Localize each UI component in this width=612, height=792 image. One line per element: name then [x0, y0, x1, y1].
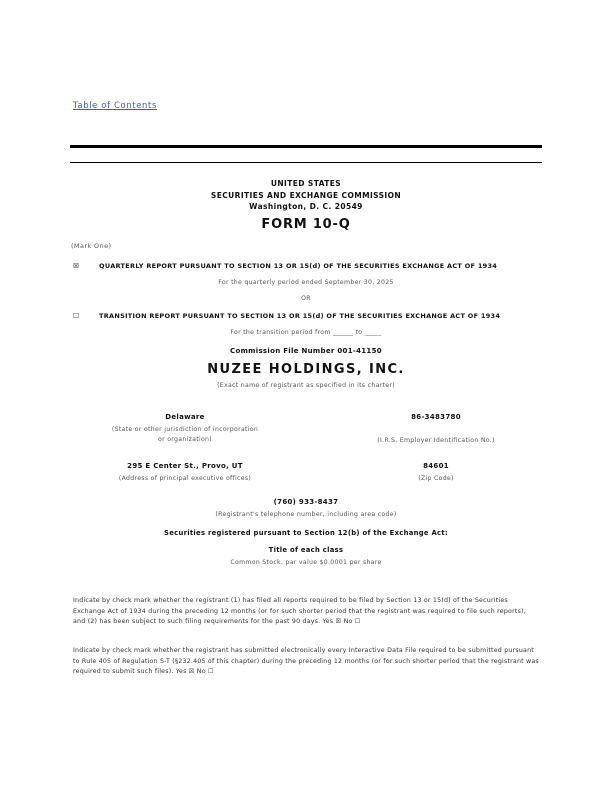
telephone-number: (760) 933-8437 — [273, 498, 339, 506]
registered-securities-heading: Securities registered pursuant to Section 12(b) of the Exchange Act: — [164, 529, 448, 537]
company-name: NUZEE HOLDINGS, INC. — [207, 362, 405, 377]
principal-office-address: 295 E Center St., Provo, UT — [127, 462, 243, 470]
or-separator: OR — [301, 295, 311, 302]
employer-id-caption: (I.R.S. Employer Identification No.) — [377, 437, 495, 444]
employer-id-number: 86-3483780 — [411, 413, 461, 421]
header-rule-thin — [70, 162, 542, 163]
address-caption: (Address of principal executive offices) — [118, 475, 252, 482]
mark-one-label: (Mark One) — [71, 242, 112, 250]
header-rule-thick — [70, 145, 542, 148]
state-caption — [70, 425, 300, 445]
filing-compliance-paragraph: Indicate by check mark whether the registrant (1) has filed all reports required to be filed by Section 13 or 15(d) of the Securities Exchange Act of 1934 during the preceding 12 months (or for such shorter period that the registrant was required to file such reports), and (2) has been subject to such filing requirements for the past 90 days. Yes ☒ No ☐ — [73, 597, 526, 626]
transition-report-text: TRANSITION REPORT PURSUANT TO SECTION 13 OR 15(d) OF THE SECURITIES EXCHANGE ACT OF 1934 — [99, 312, 501, 320]
telephone-caption: (Registrant's telephone number, including area code) — [215, 511, 397, 518]
quarterly-report-text: QUARTERLY REPORT PURSUANT TO SECTION 13 OR 15(d) OF THE SECURITIES EXCHANGE ACT OF 1934 — [99, 262, 498, 270]
class-description: Common Stock, par value $0.0001 per share — [230, 559, 382, 566]
agency-location: Washington, D. C. 20549 — [249, 202, 363, 211]
transition-period: For the transition period from ______ to _____ — [230, 329, 382, 336]
company-name-caption: (Exact name of registrant as specified in its charter) — [217, 382, 395, 389]
transition-report-row — [73, 312, 500, 320]
state-caption-line1: (State or other jurisdiction of incorporation — [111, 426, 259, 433]
transition-report-checkbox: ☐ — [73, 312, 80, 320]
table-of-contents-link[interactable]: Table of Contents — [73, 101, 158, 111]
quarterly-report-checkbox: ☒ — [73, 262, 80, 270]
agency-header — [70, 178, 542, 213]
zip-code: 84601 — [423, 462, 449, 470]
zip-code-caption: (Zip Code) — [418, 475, 454, 482]
state-caption-line2: or organization) — [158, 436, 212, 443]
class-title-label: Title of each class — [268, 546, 344, 554]
agency-name: SECURITIES AND EXCHANGE COMMISSION — [210, 190, 402, 200]
interactive-data-paragraph: Indicate by check mark whether the registrant has submitted electronically every Interactive Data File required to be submitted pursuant to Rule 405 of Regulation S-T (§232.405 of this chapter) during the preceding 12 months (or for such shorter period that the registrant was required to submit such files). Yes ☒ No ☐ — [73, 647, 539, 676]
form-title: FORM 10-Q — [261, 217, 351, 232]
state-of-incorporation: Delaware — [165, 413, 205, 421]
agency-country: UNITED STATES — [270, 179, 342, 188]
commission-file-number: Commission File Number 001-41150 — [230, 347, 382, 355]
quarterly-period: For the quarterly period ended September 30, 2025 — [218, 279, 394, 286]
quarterly-report-row — [73, 262, 497, 270]
